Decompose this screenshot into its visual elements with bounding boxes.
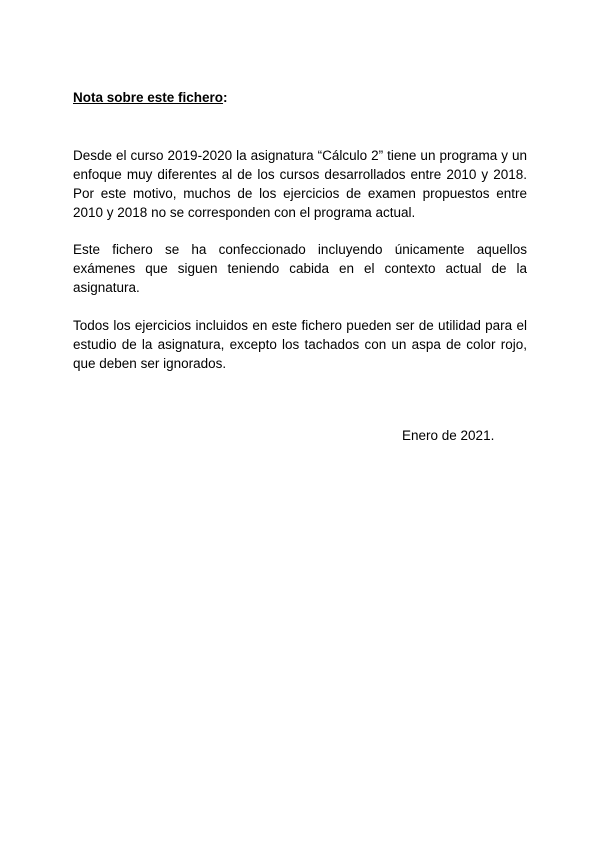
paragraph-file-contents: Este fichero se ha confeccionado incluyendo únicamente aquellos exámenes que siguen teniendo cabida en el contexto actual de la asignatura. xyxy=(73,242,527,295)
document-date: Enero de 2021. xyxy=(402,428,495,443)
note-heading xyxy=(73,90,228,105)
note-heading-colon: : xyxy=(223,90,228,105)
paragraph-program-change: Desde el curso 2019-2020 la asignatura “Cálculo 2” tiene un programa y un enfoque muy diferentes al de los cursos desarrollados entre 2010 y 2018. Por este motivo, muchos de los ejercicios de examen propuestos entre 2010 y 2018 no se corresponden con el programa actual. xyxy=(73,148,527,220)
paragraph-red-cross-note: Todos los ejercicios incluidos en este fichero pueden ser de utilidad para el estudio de la asignatura, excepto los tachados con un aspa de color rojo, que deben ser ignorados. xyxy=(73,318,527,371)
note-heading-title: Nota sobre este fichero xyxy=(73,90,224,105)
